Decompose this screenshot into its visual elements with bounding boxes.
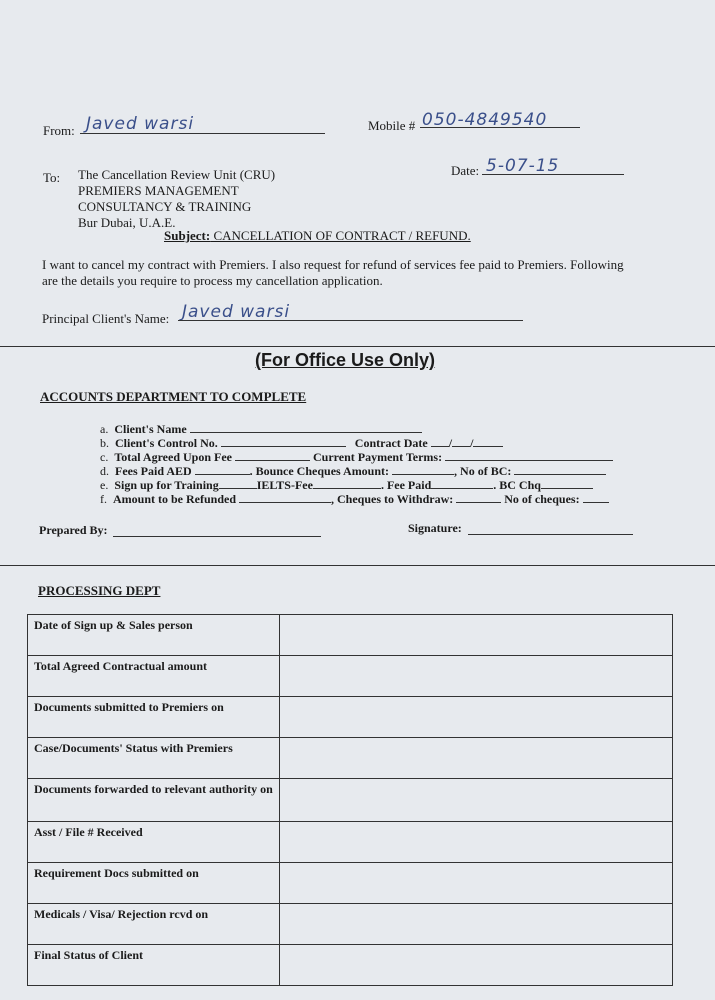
to-line-4: Bur Dubai, U.A.E.	[78, 215, 176, 230]
table-row	[28, 822, 673, 863]
row-label: Date of Sign up & Sales person	[28, 615, 280, 656]
item-d-label: Fees Paid AED	[115, 464, 192, 478]
signature-label: Signature:	[408, 521, 462, 535]
item-b-label: Client's Control No.	[115, 436, 218, 450]
divider-top	[0, 346, 715, 347]
table-row	[28, 615, 673, 656]
item-f	[100, 491, 609, 507]
row-value-cell[interactable]	[280, 697, 673, 738]
bc-chq-label: . BC Chq	[493, 478, 541, 492]
row-value-cell[interactable]	[280, 656, 673, 697]
table-row	[28, 945, 673, 986]
contract-date-month-field[interactable]	[452, 435, 470, 447]
agreed-fee-field[interactable]	[235, 449, 310, 461]
row-label: Asst / File # Received	[28, 822, 280, 863]
contract-date-slash-2: /	[470, 436, 474, 450]
bc-chq-field[interactable]	[541, 477, 593, 489]
to-line-1: The Cancellation Review Unit (CRU)	[78, 167, 276, 182]
table-row	[28, 779, 673, 822]
item-b-letter: b.	[100, 436, 109, 450]
date-value[interactable]: 5-07-15	[486, 156, 560, 176]
processing-heading: PROCESSING DEPT	[38, 583, 161, 598]
payment-terms-field[interactable]	[445, 449, 613, 461]
bounce-cheques-label: . Bounce Cheques Amount:	[249, 464, 390, 478]
request-paragraph	[42, 257, 624, 289]
prepared-by-label: Prepared By:	[39, 523, 108, 537]
no-of-cheques-label: No of cheques:	[504, 492, 580, 506]
mobile-label: Mobile #	[368, 118, 416, 133]
contract-date-year-field[interactable]	[473, 435, 503, 447]
row-value-cell[interactable]	[280, 615, 673, 656]
table-row	[28, 697, 673, 738]
item-e-letter: e.	[100, 478, 109, 492]
principal-client-label: Principal Client's Name:	[42, 311, 170, 326]
subject-text: CANCELLATION OF CONTRACT / REFUND.	[210, 228, 471, 243]
row-value-cell[interactable]	[280, 779, 673, 822]
row-value-cell[interactable]	[280, 863, 673, 904]
bounce-cheques-field[interactable]	[392, 463, 454, 475]
date-label: Date:	[451, 163, 480, 178]
row-label: Documents submitted to Premiers on	[28, 697, 280, 738]
mobile-value[interactable]: 050-4849540	[422, 110, 548, 130]
row-label: Medicals / Visa/ Rejection rcvd on	[28, 904, 280, 945]
no-of-cheques-field[interactable]	[583, 491, 609, 503]
contract-date-label: Contract Date	[354, 436, 428, 450]
from-value[interactable]: Javed warsi	[86, 114, 195, 134]
item-a-label: Client's Name	[114, 422, 187, 436]
row-label: Documents forwarded to relevant authority on	[28, 779, 280, 822]
subject	[164, 228, 471, 244]
to-label: To:	[43, 170, 61, 185]
row-value-cell[interactable]	[280, 822, 673, 863]
signature-field[interactable]	[468, 534, 633, 535]
fee-paid-label: . Fee Paid	[380, 478, 432, 492]
row-label: Requirement Docs submitted on	[28, 863, 280, 904]
ielts-fee-label: IELTS-Fee	[256, 478, 313, 492]
item-a-letter: a.	[100, 422, 109, 436]
principal-client-value[interactable]: Javed warsi	[182, 302, 291, 322]
item-e-label: Sign up for Training	[114, 478, 219, 492]
fees-paid-field[interactable]	[195, 463, 250, 475]
table-row	[28, 656, 673, 697]
fee-paid-field[interactable]	[431, 477, 493, 489]
table-row	[28, 904, 673, 945]
subject-label: Subject:	[164, 228, 211, 243]
from-label: From:	[43, 123, 75, 138]
to-line-3: CONSULTANCY & TRAINING	[78, 199, 252, 214]
row-value-cell[interactable]	[280, 904, 673, 945]
to-address	[78, 167, 275, 231]
contract-date-slash-1: /	[448, 436, 453, 450]
ielts-fee-field[interactable]	[313, 477, 381, 489]
row-label: Final Status of Client	[28, 945, 280, 986]
no-of-bc-label: , No of BC:	[454, 464, 512, 478]
date-line	[482, 174, 624, 175]
item-d-letter: d.	[100, 464, 109, 478]
office-use-title: (For Office Use Only)	[255, 350, 436, 370]
paragraph-line-1: I want to cancel my contract with Premiers. I also request for refund of services fee paid to Premiers. Following	[42, 257, 624, 272]
item-c-label: Total Agreed Upon Fee	[114, 450, 232, 464]
row-label: Total Agreed Contractual amount	[28, 656, 280, 697]
to-line-2: PREMIERS MANAGEMENT	[78, 183, 239, 198]
client-name-field[interactable]	[190, 421, 422, 433]
cheques-withdraw-field[interactable]	[456, 491, 501, 503]
divider-bottom	[0, 565, 715, 566]
prepared-by-field[interactable]	[113, 536, 321, 537]
refund-amount-field[interactable]	[239, 491, 331, 503]
training-field[interactable]	[219, 477, 257, 489]
table-row	[28, 738, 673, 779]
control-no-field[interactable]	[221, 435, 346, 447]
row-value-cell[interactable]	[280, 738, 673, 779]
accounts-heading: ACCOUNTS DEPARTMENT TO COMPLETE	[40, 389, 307, 404]
item-c-letter: c.	[100, 450, 109, 464]
row-value-cell[interactable]	[280, 945, 673, 986]
no-of-bc-field[interactable]	[514, 463, 606, 475]
cheques-withdraw-label: , Cheques to Withdraw:	[331, 492, 454, 506]
item-f-letter: f.	[100, 492, 107, 506]
processing-table	[27, 614, 673, 986]
payment-terms-label: Current Payment Terms:	[313, 450, 443, 464]
row-label: Case/Documents' Status with Premiers	[28, 738, 280, 779]
principal-client-line	[178, 320, 523, 321]
table-row	[28, 863, 673, 904]
item-f-label: Amount to be Refunded	[113, 492, 237, 506]
paragraph-line-2: are the details you require to process my cancellation application.	[42, 273, 383, 288]
mobile-line	[420, 127, 580, 128]
contract-date-day-field[interactable]	[431, 435, 449, 447]
from-line	[80, 133, 325, 134]
